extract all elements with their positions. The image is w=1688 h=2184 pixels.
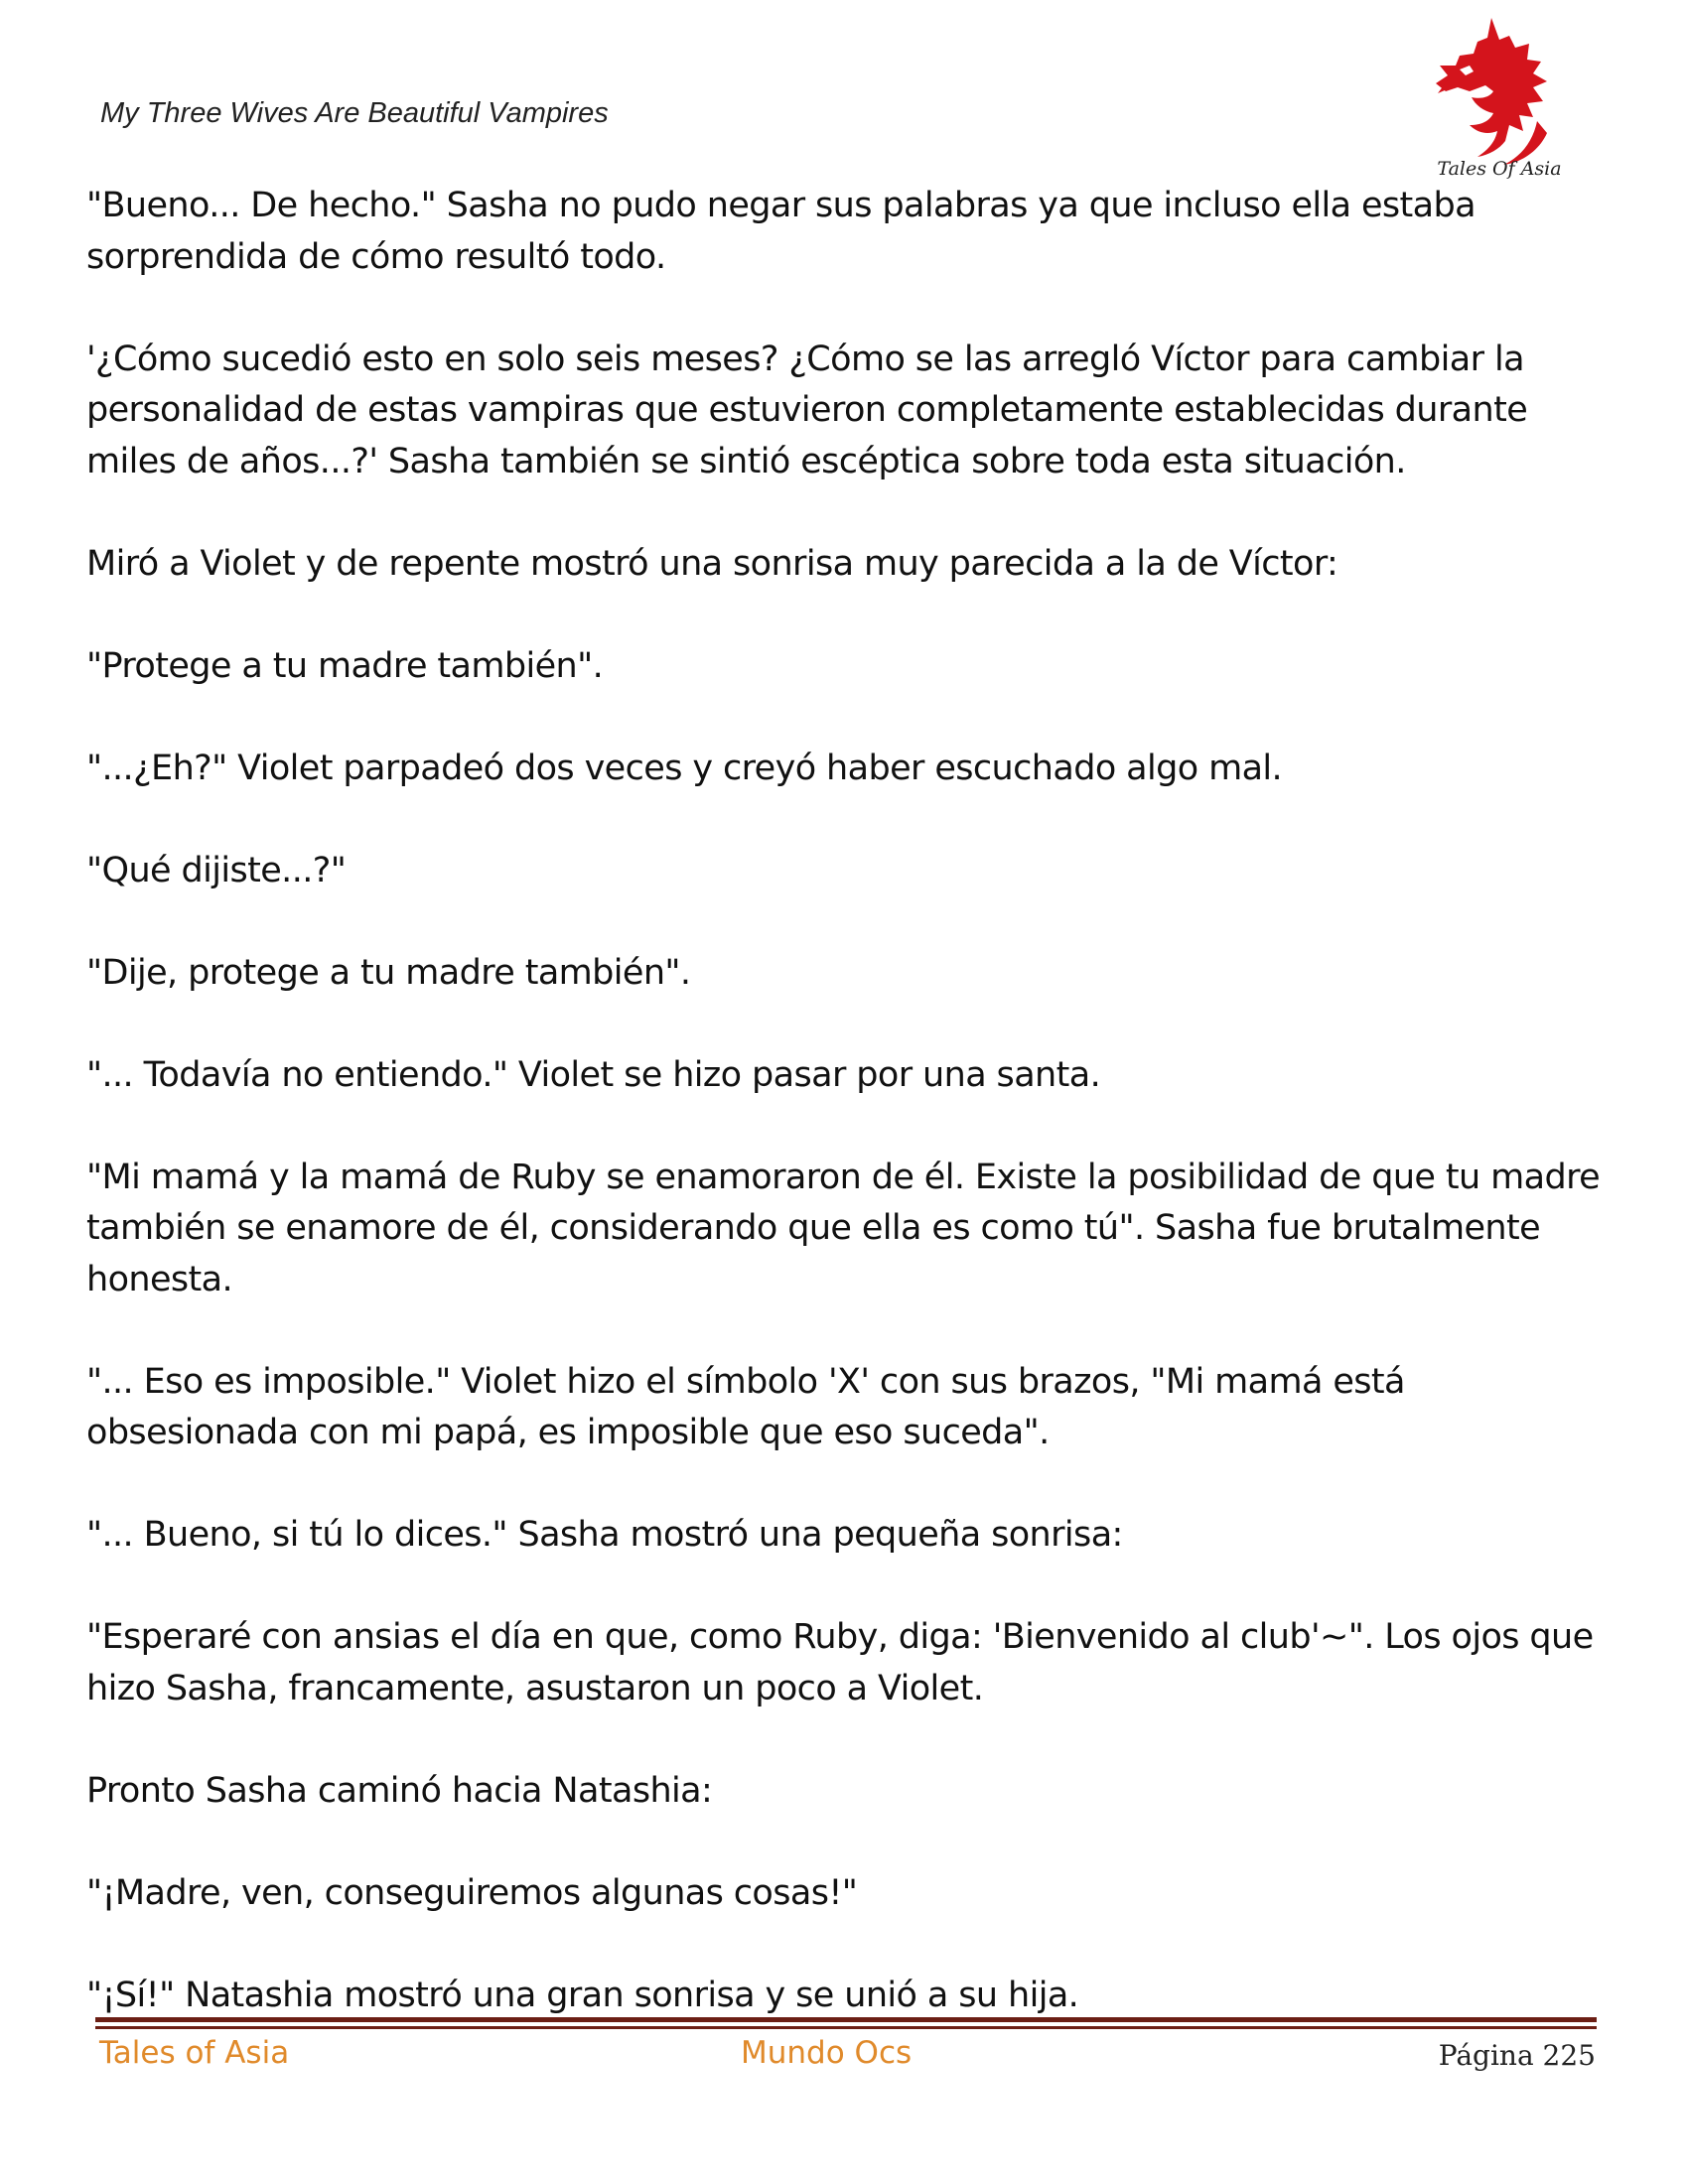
footer-site-name: Tales of Asia bbox=[99, 2035, 290, 2071]
dragon-emblem bbox=[1436, 18, 1547, 165]
paragraph: "... Bueno, si tú lo dices." Sasha mostró una pequeña sonrisa: bbox=[86, 1515, 1123, 1555]
dragon-logo-icon bbox=[1430, 18, 1569, 182]
paragraph: Miró a Violet y de repente mostró una sonrisa muy parecida a la de Víctor: bbox=[86, 543, 1338, 584]
paragraph: Pronto Sasha caminó hacia Natashia: bbox=[86, 1770, 713, 1811]
paragraph: "Dije, protege a tu madre también". bbox=[86, 952, 691, 993]
paragraph: "... Eso es imposible." Violet hizo el símbolo 'X' con sus brazos, "Mi mamá está obsesionada con mi papá, es imposible que eso suceda". bbox=[86, 1361, 1405, 1452]
paragraph: "¡Sí!" Natashia mostró una gran sonrisa y se unió a su hija. bbox=[86, 1975, 1079, 2015]
document-header-title: My Three Wives Are Beautiful Vampires bbox=[100, 97, 609, 129]
document-body bbox=[86, 181, 1620, 2073]
paragraph: "Esperaré con ansias el día en que, como Ruby, diga: 'Bienvenido al club'~". Los ojos que hizo Sasha, francamente, asustaron un poco a Violet. bbox=[86, 1617, 1594, 1708]
paragraph: "Mi mamá y la mamá de Ruby se enamoraron de él. Existe la posibilidad de que tu madre también se enamore de él, considerando que ella es como tú". Sasha fue brutalmente honesta. bbox=[86, 1157, 1601, 1299]
paragraph: "Qué dijiste...?" bbox=[86, 850, 347, 890]
paragraph: "...¿Eh?" Violet parpadeó dos veces y creyó haber escuchado algo mal. bbox=[86, 748, 1283, 788]
paragraph: "Bueno... De hecho." Sasha no pudo negar sus palabras ya que incluso ella estaba sorprendida de cómo resultó todo. bbox=[86, 186, 1476, 277]
logo-text: Tales Of Asia bbox=[1437, 158, 1562, 180]
paragraph: "¡Madre, ven, conseguiremos algunas cosas!" bbox=[86, 1872, 858, 1913]
paragraph: '¿Cómo sucedió esto en solo seis meses? ¿Cómo se las arregló Víctor para cambiar la personalidad de estas vampiras que estuvieron completamente establecidas durante miles de años...?' Sasha también se sintió escéptica sobre toda esta situación. bbox=[86, 339, 1528, 481]
paragraph: "... Todavía no entiendo." Violet se hizo pasar por una santa. bbox=[86, 1054, 1101, 1095]
footer-divider-thin bbox=[95, 2026, 1597, 2029]
footer-section-name: Mundo Ocs bbox=[741, 2035, 913, 2071]
page-number: Página 225 bbox=[1438, 2039, 1596, 2072]
paragraph: "Protege a tu madre también". bbox=[86, 645, 604, 686]
footer-divider bbox=[95, 2017, 1597, 2022]
